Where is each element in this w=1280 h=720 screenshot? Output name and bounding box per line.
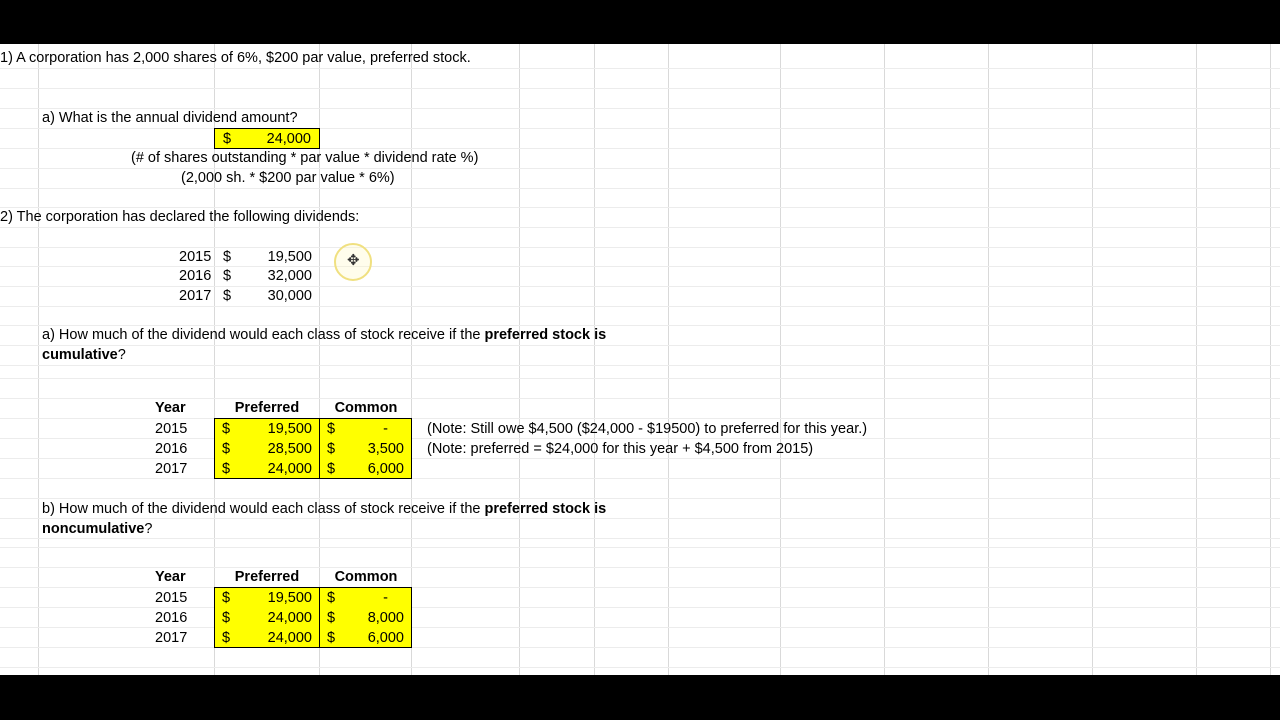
column-header-common: Common [334, 569, 398, 585]
declared-amount: 19,500 [267, 249, 312, 265]
row-year: 2015 [155, 421, 188, 437]
grid-row-line [0, 88, 1280, 89]
column-header-common: Common [334, 400, 398, 416]
row-year: 2017 [155, 630, 188, 646]
column-header-preferred: Preferred [234, 400, 300, 416]
spreadsheet-grid[interactable] [0, 44, 1280, 675]
grid-column-line [988, 44, 989, 675]
currency-symbol: $ [223, 131, 232, 147]
question-emphasis: preferred stock is [484, 327, 607, 343]
common-value: - [383, 421, 388, 437]
grid-row-line [0, 667, 1280, 668]
grid-row-line [0, 627, 1280, 628]
currency-symbol: $ [327, 590, 336, 606]
grid-row-line [0, 128, 1280, 129]
currency-symbol: $ [327, 461, 336, 477]
column-header-year: Year [155, 400, 186, 416]
grid-row-line [0, 567, 1280, 568]
grid-row-line [0, 538, 1280, 539]
question-1a-text: a) What is the annual dividend amount? [42, 110, 298, 126]
row-year: 2016 [155, 441, 188, 457]
currency-symbol: $ [327, 610, 336, 626]
question-2a-text [42, 325, 606, 345]
common-cell[interactable] [319, 608, 412, 628]
question-2b-text-cont [42, 519, 152, 539]
row-year: 2015 [155, 590, 188, 606]
column-header-preferred: Preferred [234, 569, 300, 585]
currency-symbol: $ [327, 441, 336, 457]
currency-symbol: $ [223, 288, 232, 304]
currency-symbol: $ [223, 249, 232, 265]
grid-row-line [0, 345, 1280, 346]
declared-amount: 32,000 [267, 268, 312, 284]
grid-column-line [38, 44, 39, 675]
currency-symbol: $ [222, 590, 231, 606]
grid-row-line [0, 547, 1280, 548]
grid-row-line [0, 68, 1280, 69]
preferred-value: 28,500 [267, 441, 312, 457]
common-cell[interactable] [319, 588, 412, 608]
common-cell[interactable] [319, 419, 412, 439]
preferred-value: 24,000 [267, 461, 312, 477]
common-cell[interactable] [319, 439, 412, 459]
question-2a-text-cont [42, 345, 126, 365]
grid-column-line [1196, 44, 1197, 675]
preferred-value: 24,000 [267, 610, 312, 626]
preferred-cell[interactable] [214, 419, 320, 439]
column-header-year: Year [155, 569, 186, 585]
question-text: ? [117, 347, 126, 363]
declared-amount: 30,000 [267, 288, 312, 304]
currency-symbol: $ [222, 421, 231, 437]
grid-row-line [0, 478, 1280, 479]
preferred-cell[interactable] [214, 439, 320, 459]
annual-dividend-cell[interactable] [214, 128, 320, 149]
grid-column-line [1092, 44, 1093, 675]
preferred-value: 24,000 [267, 630, 312, 646]
preferred-value: 19,500 [267, 421, 312, 437]
question-2b-text [42, 499, 606, 519]
row-note: (Note: Still owe $4,500 ($24,000 - $19500) to preferred for this year.) [427, 421, 868, 437]
common-value: - [383, 590, 388, 606]
preferred-cell[interactable] [214, 628, 320, 648]
grid-row-line [0, 227, 1280, 228]
annual-dividend-value: 24,000 [266, 131, 311, 147]
currency-symbol: $ [222, 461, 231, 477]
declared-year: 2017 [179, 288, 212, 304]
common-cell[interactable] [319, 459, 412, 479]
grid-column-line [1270, 44, 1271, 675]
grid-row-line [0, 398, 1280, 399]
common-value: 6,000 [367, 461, 404, 477]
question-emphasis: noncumulative [42, 521, 145, 537]
currency-symbol: $ [222, 441, 231, 457]
grid-column-line [519, 44, 520, 675]
declared-year: 2016 [179, 268, 212, 284]
common-value: 6,000 [367, 630, 404, 646]
common-value: 3,500 [367, 441, 404, 457]
preferred-cell[interactable] [214, 588, 320, 608]
grid-column-line [668, 44, 669, 675]
preferred-value: 19,500 [267, 590, 312, 606]
common-value: 8,000 [367, 610, 404, 626]
grid-column-line [780, 44, 781, 675]
question-1-statement: 1) A corporation has 2,000 shares of 6%, $200 par value, preferred stock. [0, 50, 471, 66]
declared-year: 2015 [179, 249, 212, 265]
currency-symbol: $ [222, 630, 231, 646]
currency-symbol: $ [327, 421, 336, 437]
common-cell[interactable] [319, 628, 412, 648]
grid-row-line [0, 647, 1280, 648]
row-year: 2017 [155, 461, 188, 477]
grid-row-line [0, 607, 1280, 608]
grid-column-line [594, 44, 595, 675]
question-text: ? [144, 521, 153, 537]
question-2-statement: 2) The corporation has declared the following dividends: [0, 209, 360, 225]
preferred-cell[interactable] [214, 459, 320, 479]
row-note: (Note: preferred = $24,000 for this year + $4,500 from 2015) [427, 441, 814, 457]
currency-symbol: $ [327, 630, 336, 646]
grid-row-line [0, 365, 1280, 366]
grid-row-line [0, 306, 1280, 307]
question-text: a) How much of the dividend would each class of stock receive if the [42, 327, 485, 343]
question-emphasis: cumulative [42, 347, 118, 363]
question-text: b) How much of the dividend would each class of stock receive if the [42, 501, 485, 517]
row-year: 2016 [155, 610, 188, 626]
currency-symbol: $ [223, 268, 232, 284]
grid-row-line [0, 378, 1280, 379]
formula-explanation: (# of shares outstanding * par value * dividend rate %) [131, 150, 479, 166]
grid-row-line [0, 587, 1280, 588]
grid-row-line [0, 188, 1280, 189]
currency-symbol: $ [222, 610, 231, 626]
cell-cursor-icon: ✥ [334, 243, 372, 281]
formula-computation: (2,000 sh. * $200 par value * 6%) [181, 170, 395, 186]
grid-column-line [884, 44, 885, 675]
preferred-cell[interactable] [214, 608, 320, 628]
question-emphasis: preferred stock is [484, 501, 607, 517]
